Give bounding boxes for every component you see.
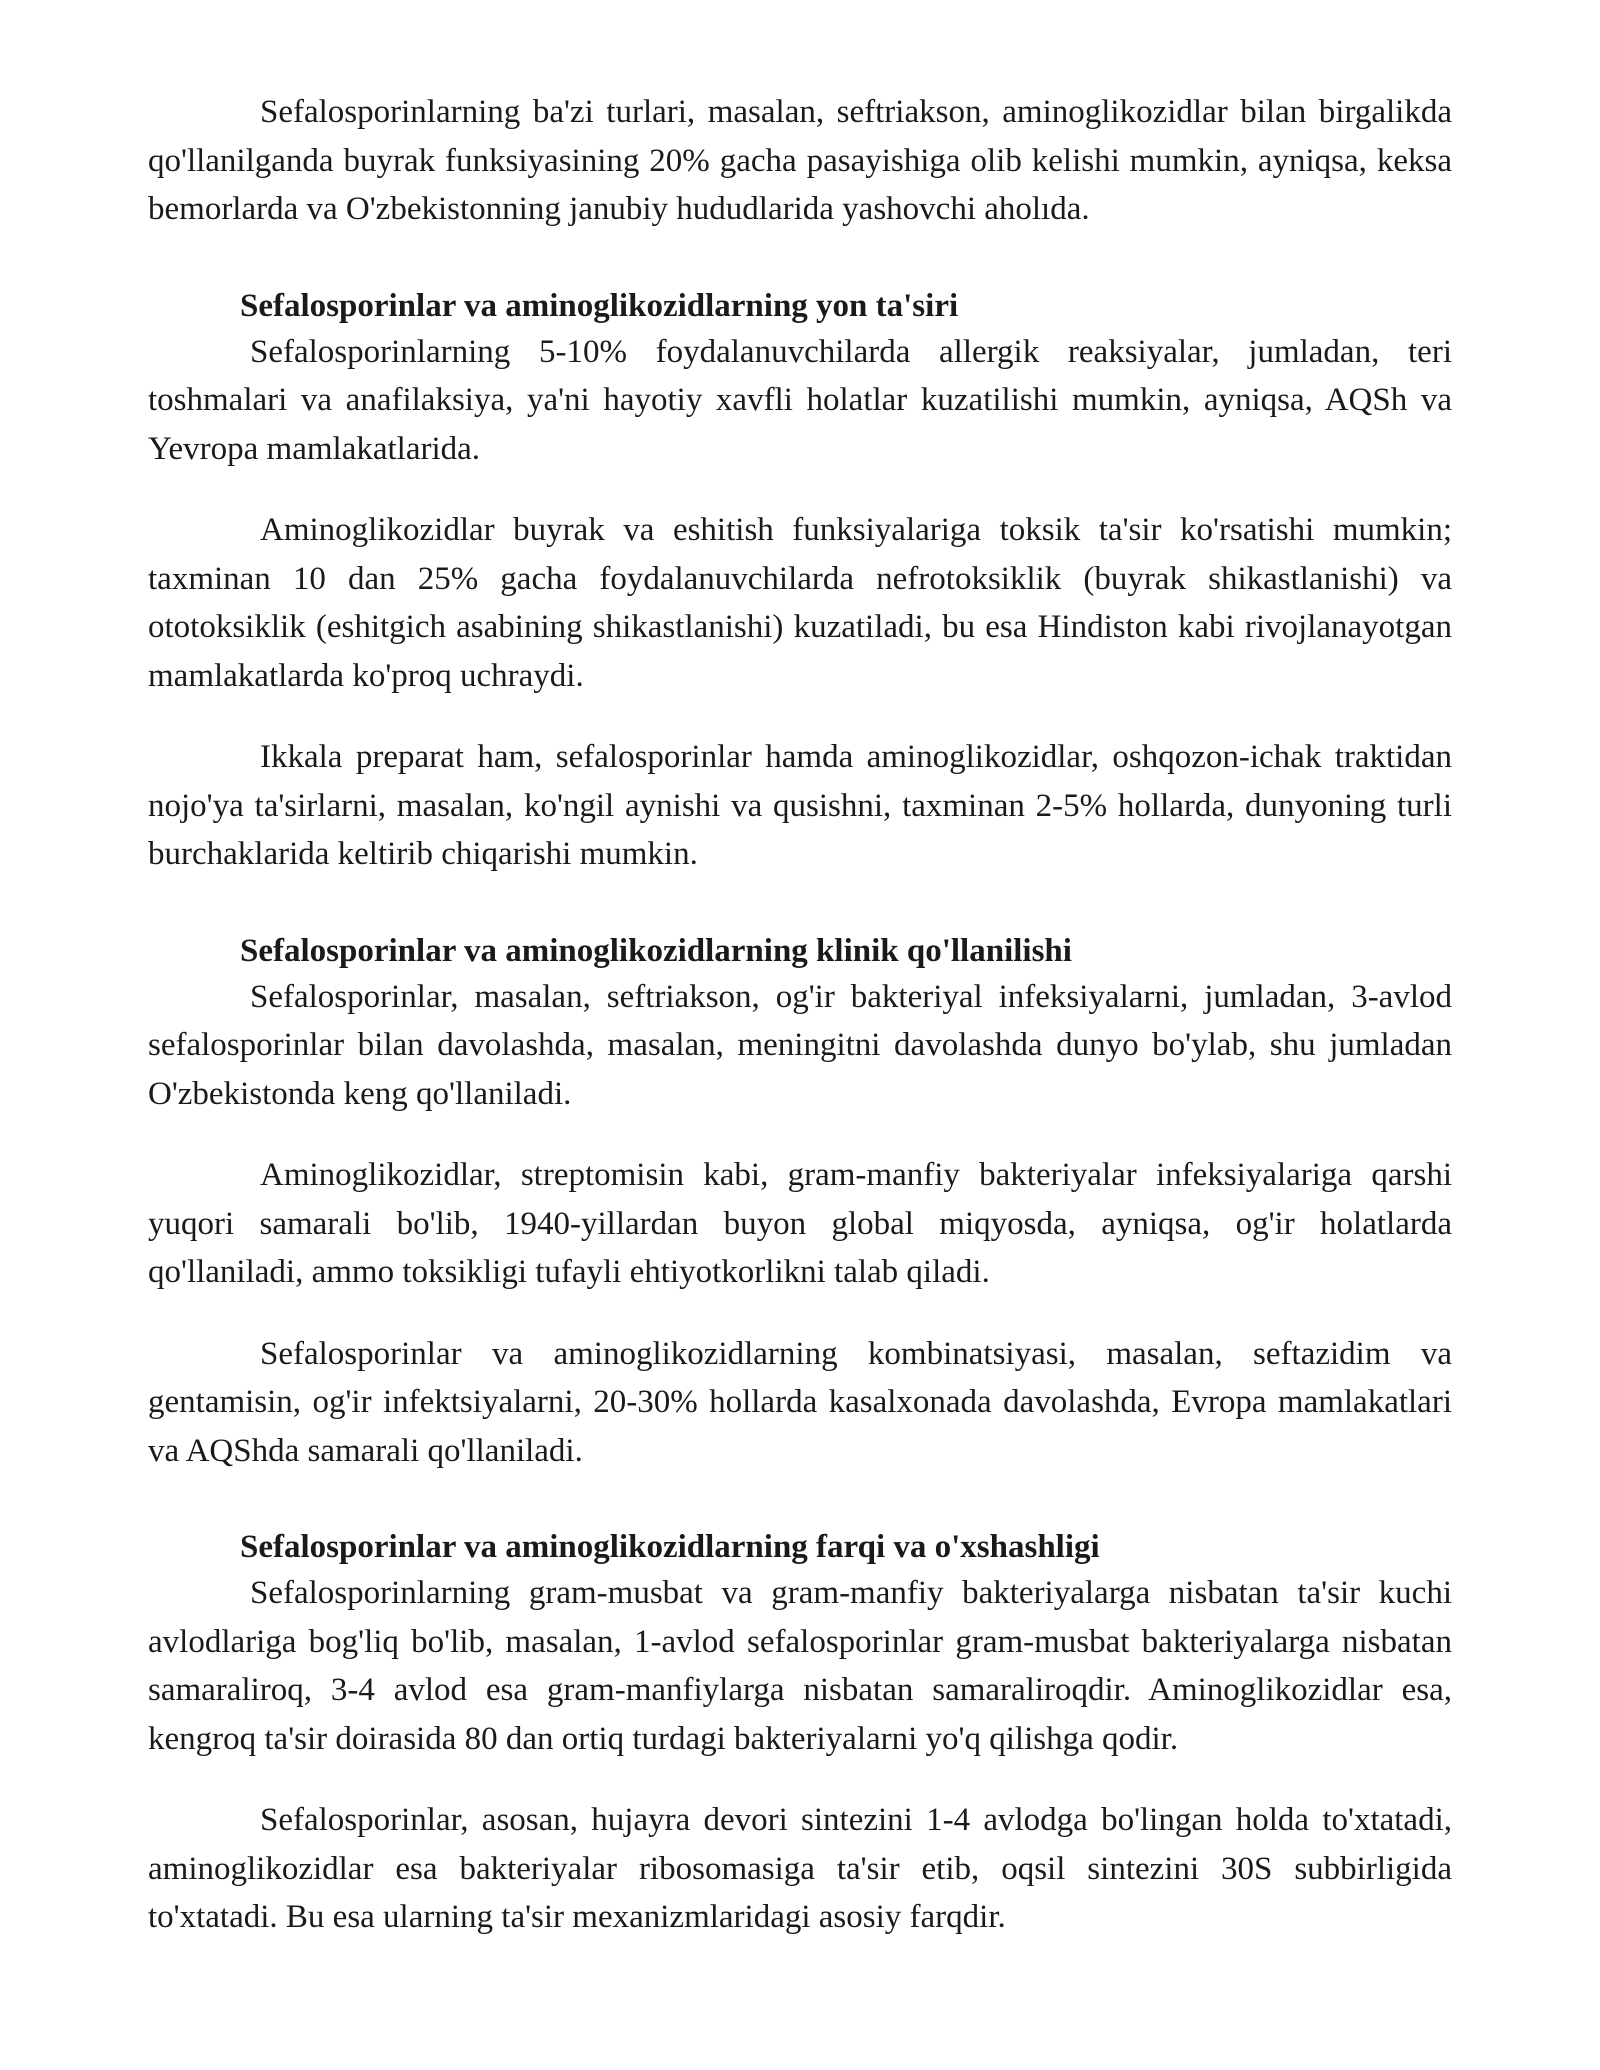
differences-paragraph-2: Sefalosporinlar, asosan, hujayra devori sintezini 1-4 avlodga bo'lingan holda to'xtatadi, aminoglikozidlar esa bakteriyalar ribosomasiga ta'sir etib, oqsil sintezini 30S subbirligida to'xtatadi. Bu esa ularning ta'sir mexanizmlaridagi asosiy farqdir.: [148, 1802, 1452, 1935]
heading-differences: Sefalosporinlar va aminoglikozidlarning farqi va o'xshashligi: [240, 1529, 1100, 1565]
differences-paragraph-1: Sefalosporinlarning gram-musbat va gram-manfiy bakteriyalarga nisbatan ta'sir kuchi avlodlariga bog'liq bo'lib, masalan, 1-avlod sefalosporinlar gram-musbat bakteriyalarga nisbatan samaraliroq, 3-4 avlod esa gram-manfiylarga nisbatan samaraliroqdir. Aminoglikozidlar esa, kengroq ta'sir doirasida 80 dan ortiq turdagi bakteriyalarni yo'q qilishga qodir.: [148, 1575, 1452, 1757]
clinical-use-paragraph-3: Sefalosporinlar va aminoglikozidlarning kombinatsiyasi, masalan, seftazidim va gentamisin, og'ir infektsiyalarni, 20-30% hollarda kasalxonada davolashda, Evropa mamlakatlari va AQShda samarali qo'llaniladi.: [148, 1335, 1452, 1469]
heading-clinical-use: Sefalosporinlar va aminoglikozidlarning klinik qo'llanilishi: [240, 932, 1072, 969]
side-effects-paragraph-1: Sefalosporinlarning 5-10% foydalanuvchilarda allergik reaksiyalar, jumladan, teri toshmalari va anafilaksiya, ya'ni hayotiy xavfli holatlar kuzatilishi mumkin, ayniqsa, AQSh va Yevropa mamlakatlarida.: [148, 333, 1452, 467]
document-page: [148, 88, 1452, 1942]
side-effects-paragraph-2: Aminoglikozidlar buyrak va eshitish funksiyalariga toksik ta'sir ko'rsatishi mumkin; taxminan 10 dan 25% gacha foydalanuvchilarda nefrotoksiklik (buyrak shikastlanishi) va ototoksiklik (eshitgich asabining shikastlanishi) kuzatiladi, bu esa Hindiston kabi rivojlanayotgan mamlakatlarda ko'proq uchraydi.: [148, 512, 1452, 694]
clinical-use-paragraph-1: Sefalosporinlar, masalan, seftriakson, og'ir bakteriyal infeksiyalarni, jumladan, 3-avlod sefalosporinlar bilan davolashda, masalan, meningitni davolashda dunyo bo'ylab, shu jumladan O'zbekistonda keng qo'llaniladi.: [148, 978, 1452, 1112]
intro-paragraph: Sefalosporinlarning ba'zi turlari, masalan, seftriakson, aminoglikozidlar bilan birgalikda qo'llanilganda buyrak funksiyasining 20% gacha pasayishiga olib kelishi mumkin, ayniqsa, keksa bemorlarda va O'zbekistonning janubiy hududlarida yashovchi aholıda.: [148, 94, 1452, 227]
heading-side-effects: Sefalosporinlar va aminoglikozidlarning yon ta'siri: [240, 287, 959, 324]
clinical-use-paragraph-2: Aminoglikozidlar, streptomisin kabi, gram-manfiy bakteriyalar infeksiyalariga qarshi yuqori samarali bo'lib, 1940-yillardan buyon global miqyosda, ayniqsa, og'ir holatlarda qo'llaniladi, ammo toksikligi tufayli ehtiyotkorlikni talab qiladi.: [148, 1157, 1452, 1290]
side-effects-paragraph-3: Ikkala preparat ham, sefalosporinlar hamda aminoglikozidlar, oshqozon-ichak traktidan nojo'ya ta'sirlarni, masalan, ko'ngil aynishi va qusishni, taxminan 2-5% hollarda, dunyoning turli burchaklarida keltirib chiqarishi mumkin.: [148, 739, 1452, 872]
